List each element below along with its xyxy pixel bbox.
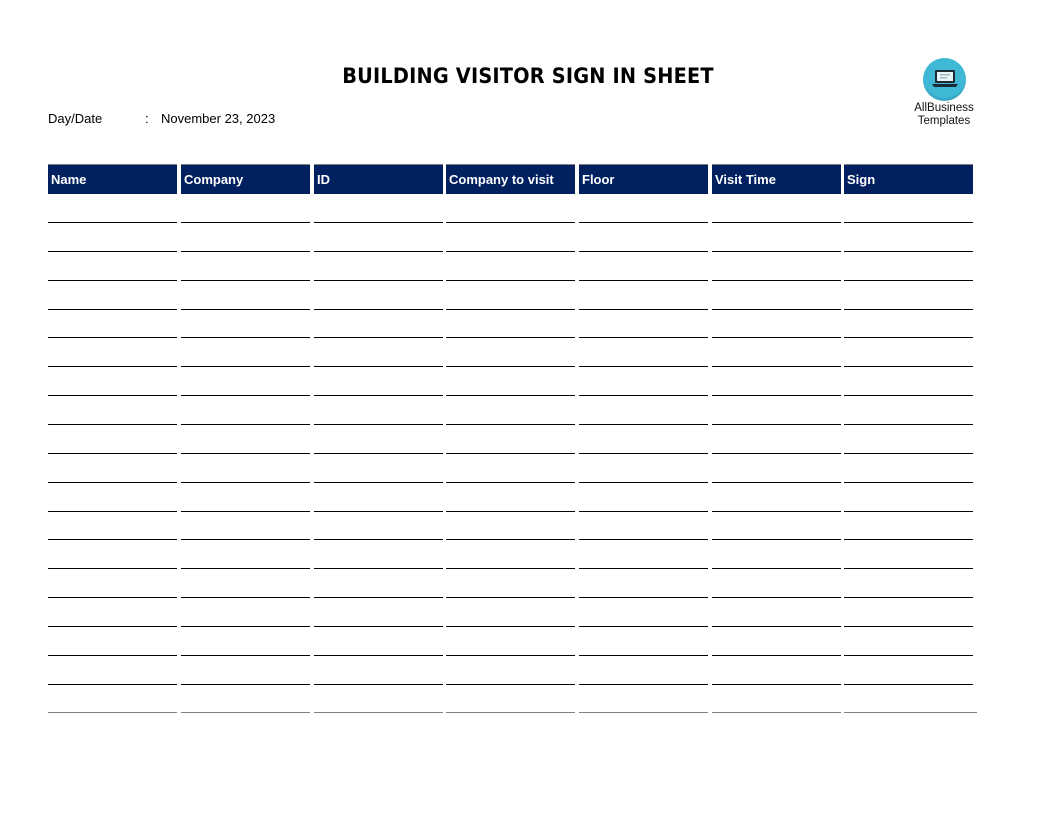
row-line[interactable] <box>181 424 310 425</box>
row-line[interactable] <box>314 655 443 656</box>
page-title: BUILDING VISITOR SIGN IN SHEET <box>342 64 714 88</box>
row-line[interactable] <box>446 655 575 656</box>
row-line[interactable] <box>579 280 708 281</box>
row-line[interactable] <box>314 539 443 540</box>
row-line[interactable] <box>446 684 575 685</box>
row-line[interactable] <box>579 568 708 569</box>
row-line[interactable] <box>314 222 443 223</box>
row-line[interactable] <box>579 337 708 338</box>
row-line[interactable] <box>712 511 841 512</box>
row-line[interactable] <box>446 453 575 454</box>
row-line[interactable] <box>314 684 443 685</box>
row-line[interactable] <box>314 511 443 512</box>
logo-text <box>908 102 980 128</box>
row-line[interactable] <box>446 482 575 483</box>
row-line[interactable] <box>844 511 973 512</box>
column-header-sign: Sign <box>844 164 973 194</box>
row-line[interactable] <box>579 539 708 540</box>
row-line[interactable] <box>48 251 177 252</box>
row-line[interactable] <box>844 222 973 223</box>
row-line[interactable] <box>579 597 708 598</box>
row-line[interactable] <box>579 655 708 656</box>
row-line[interactable] <box>579 222 708 223</box>
row-line[interactable] <box>844 568 973 569</box>
row-line[interactable] <box>48 424 177 425</box>
row-line[interactable] <box>446 539 575 540</box>
row-line[interactable] <box>48 597 177 598</box>
row-line[interactable] <box>181 539 310 540</box>
row-line[interactable] <box>181 712 310 713</box>
row-line[interactable] <box>446 511 575 512</box>
row-line[interactable] <box>844 655 973 656</box>
column-header-company: Company <box>181 164 310 194</box>
row-line[interactable] <box>181 366 310 367</box>
row-line[interactable] <box>844 539 973 540</box>
column-header-visit-time: Visit Time <box>712 164 841 194</box>
row-line[interactable] <box>579 424 708 425</box>
row-line[interactable] <box>446 626 575 627</box>
row-line[interactable] <box>446 309 575 310</box>
row-line[interactable] <box>48 395 177 396</box>
row-line[interactable] <box>712 309 841 310</box>
row-line[interactable] <box>446 222 575 223</box>
row-line[interactable] <box>712 655 841 656</box>
row-line[interactable] <box>446 424 575 425</box>
row-line[interactable] <box>844 712 977 713</box>
row-line[interactable] <box>712 280 841 281</box>
column-header-name: Name <box>48 164 177 194</box>
row-line[interactable] <box>579 511 708 512</box>
row-line[interactable] <box>844 424 973 425</box>
row-line[interactable] <box>579 684 708 685</box>
date-separator: : <box>145 111 149 126</box>
column-header-id: ID <box>314 164 443 194</box>
row-line[interactable] <box>48 626 177 627</box>
row-line[interactable] <box>181 280 310 281</box>
row-line[interactable] <box>48 712 177 713</box>
row-line[interactable] <box>314 626 443 627</box>
row-line[interactable] <box>314 453 443 454</box>
row-line[interactable] <box>844 309 973 310</box>
row-line[interactable] <box>314 309 443 310</box>
row-line[interactable] <box>314 597 443 598</box>
row-line[interactable] <box>844 626 973 627</box>
row-line[interactable] <box>446 366 575 367</box>
row-line[interactable] <box>48 222 177 223</box>
row-line[interactable] <box>712 395 841 396</box>
row-line[interactable] <box>314 395 443 396</box>
row-line[interactable] <box>579 453 708 454</box>
row-line[interactable] <box>48 684 177 685</box>
date-label: Day/Date <box>48 111 103 126</box>
row-line[interactable] <box>48 539 177 540</box>
row-line[interactable] <box>48 482 177 483</box>
row-line[interactable] <box>712 482 841 483</box>
row-line[interactable] <box>844 482 973 483</box>
row-line[interactable] <box>712 712 841 713</box>
row-line[interactable] <box>579 309 708 310</box>
row-line[interactable] <box>844 366 973 367</box>
row-line[interactable] <box>712 251 841 252</box>
row-line[interactable] <box>712 626 841 627</box>
row-line[interactable] <box>844 684 973 685</box>
row-line[interactable] <box>48 337 177 338</box>
row-line[interactable] <box>48 655 177 656</box>
logo-text-line1: AllBusiness <box>914 102 974 114</box>
row-line[interactable] <box>446 568 575 569</box>
row-line[interactable] <box>712 539 841 540</box>
row-line[interactable] <box>181 453 310 454</box>
row-line[interactable] <box>712 453 841 454</box>
row-line[interactable] <box>314 712 443 713</box>
laptop-icon <box>932 69 958 89</box>
row-line[interactable] <box>446 280 575 281</box>
row-line[interactable] <box>181 222 310 223</box>
row-line[interactable] <box>712 568 841 569</box>
column-header-floor: Floor <box>579 164 708 194</box>
row-line[interactable] <box>181 395 310 396</box>
row-line[interactable] <box>579 395 708 396</box>
row-line[interactable] <box>181 655 310 656</box>
row-line[interactable] <box>48 453 177 454</box>
row-line[interactable] <box>844 597 973 598</box>
row-line[interactable] <box>844 337 973 338</box>
row-line[interactable] <box>181 597 310 598</box>
logo-text-line2: Templates <box>917 115 971 127</box>
row-line[interactable] <box>446 251 575 252</box>
row-line[interactable] <box>181 684 310 685</box>
row-line[interactable] <box>314 482 443 483</box>
row-line[interactable] <box>48 280 177 281</box>
allbusiness-logo <box>908 58 980 128</box>
column-header-company-to-visit: Company to visit <box>446 164 575 194</box>
row-line[interactable] <box>314 568 443 569</box>
row-line[interactable] <box>181 337 310 338</box>
row-line[interactable] <box>712 424 841 425</box>
row-line[interactable] <box>712 366 841 367</box>
row-line[interactable] <box>48 366 177 367</box>
row-line[interactable] <box>712 222 841 223</box>
date-value: November 23, 2023 <box>161 111 276 126</box>
row-line[interactable] <box>314 366 443 367</box>
row-line[interactable] <box>314 424 443 425</box>
row-line[interactable] <box>844 395 973 396</box>
row-line[interactable] <box>712 684 841 685</box>
logo-circle <box>923 58 966 101</box>
row-line[interactable] <box>579 366 708 367</box>
row-line[interactable] <box>712 597 841 598</box>
row-line[interactable] <box>181 511 310 512</box>
row-line[interactable] <box>446 337 575 338</box>
row-line[interactable] <box>181 251 310 252</box>
row-line[interactable] <box>446 712 575 713</box>
row-line[interactable] <box>844 251 973 252</box>
row-line[interactable] <box>844 453 973 454</box>
row-line[interactable] <box>446 395 575 396</box>
row-line[interactable] <box>844 280 973 281</box>
row-line[interactable] <box>181 568 310 569</box>
row-line[interactable] <box>314 251 443 252</box>
row-line[interactable] <box>181 482 310 483</box>
row-line[interactable] <box>579 626 708 627</box>
row-line[interactable] <box>712 337 841 338</box>
row-line[interactable] <box>579 712 708 713</box>
row-line[interactable] <box>48 511 177 512</box>
row-line[interactable] <box>48 568 177 569</box>
row-line[interactable] <box>579 251 708 252</box>
row-line[interactable] <box>181 309 310 310</box>
row-line[interactable] <box>314 280 443 281</box>
row-line[interactable] <box>48 309 177 310</box>
row-line[interactable] <box>446 597 575 598</box>
row-line[interactable] <box>314 337 443 338</box>
row-line[interactable] <box>579 482 708 483</box>
row-line[interactable] <box>181 626 310 627</box>
